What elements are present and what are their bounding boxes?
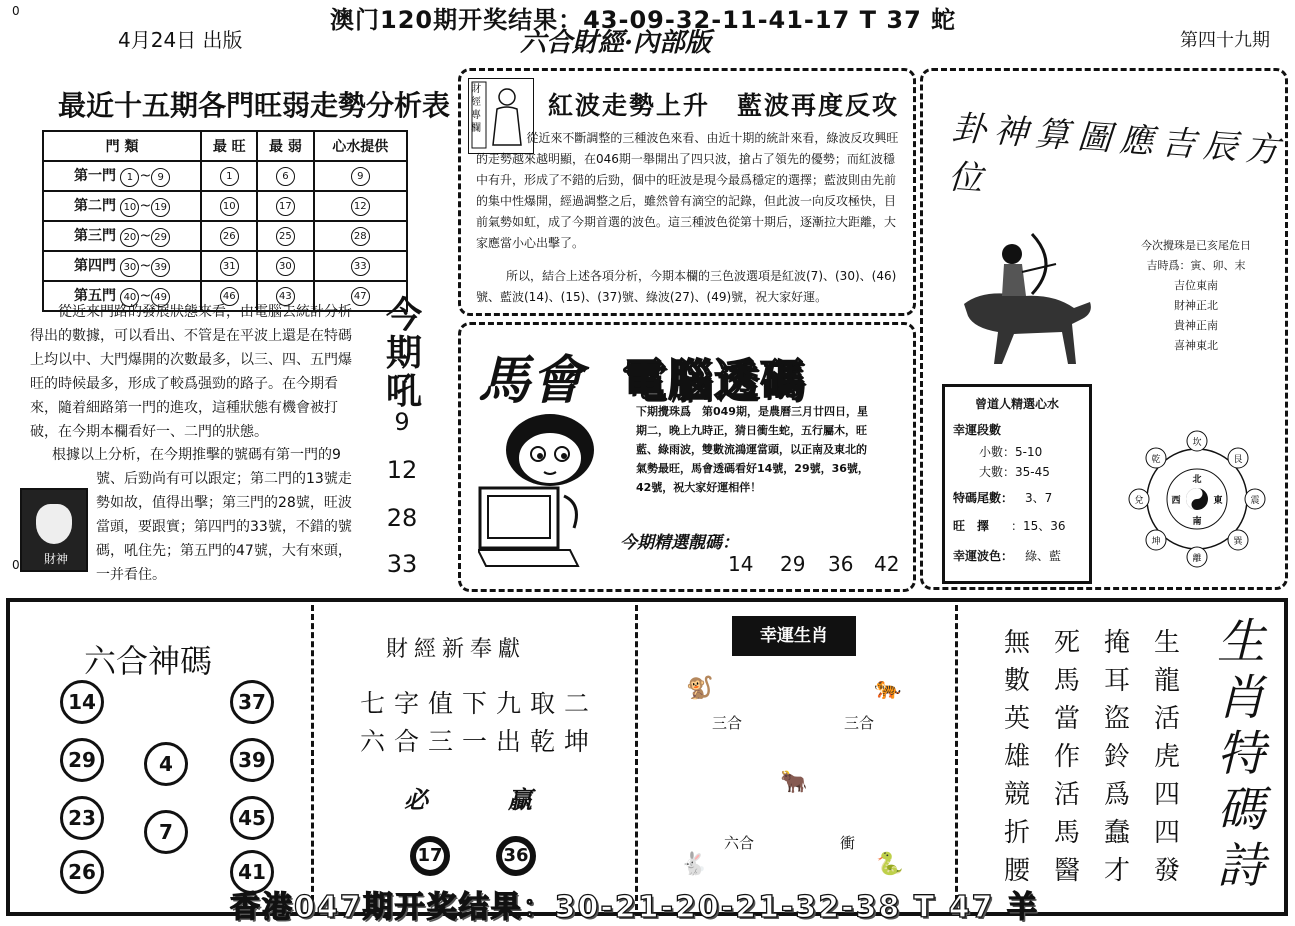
bagua-icon: [1128, 430, 1266, 568]
pick-number: 29: [780, 552, 806, 576]
wealth-god-portrait: [20, 488, 88, 572]
poem-column: 生龍活虎四四發: [1153, 628, 1180, 886]
wave-title: 紅波走勢上升 藍波再度反攻: [548, 91, 900, 120]
archer-icon: [944, 224, 1104, 374]
wheel-direction: 南: [1192, 517, 1202, 527]
wheel-label: 艮: [1233, 454, 1243, 465]
range-end: 19: [151, 198, 170, 217]
lucky-small: 小數：5-10: [979, 445, 1043, 459]
pick-number: 14: [728, 552, 754, 576]
finance-title: 財經新奉獻: [386, 637, 527, 662]
wave-value: 綠、藍: [1025, 549, 1062, 563]
least-cell: [257, 191, 313, 221]
tip-value: 47: [351, 287, 370, 306]
jinqi-number: 12: [386, 456, 418, 484]
direction-list: [1116, 236, 1276, 356]
liuhe-ball: 4: [144, 742, 188, 786]
poem-column: 無數英雄競折腰: [1003, 628, 1030, 886]
liuhe-ball: 41: [230, 850, 274, 894]
tip-value: 9: [351, 167, 370, 186]
tip-cell: [314, 221, 407, 251]
least-value: 6: [276, 167, 295, 186]
liuhe-ball: 14: [60, 680, 104, 724]
liuhe-label: 六合: [724, 834, 755, 852]
jinqi-number: 33: [386, 550, 418, 578]
tip-cell: [314, 251, 407, 281]
wave-text: 從近來不斷調整的三種波色來看、由近十期的統計來看，綠波反攻興旺的走勢越來越明顯，在046期一舉開出了四只波，搶占了領先的優勢；而紅波穩中有升，形成了不錯的后勁，個中的旺波是現今最爲穩定的選擇；藍波則由先前的集中性爆開，經過調整之后，雖然曾有滴空的記錄，但此波一向反攻極快，目前氣勢如虹，成了今期首選的波色。這三種波色從第十期后，逐漸拉大距離，大家應當小心出擊了。: [476, 131, 899, 250]
gate-name: 第三門: [73, 228, 116, 244]
finance-ball: [410, 836, 450, 876]
trend-table-title: 最近十五期各門旺弱走勢分析表: [58, 89, 451, 122]
tiger-icon: 🐅: [874, 676, 902, 701]
range-start: 30: [120, 258, 139, 277]
computer-user-icon: [478, 410, 628, 570]
col-header: 最 弱: [257, 131, 313, 161]
direction-line: 貴神正南: [1174, 319, 1218, 332]
col-header: 門 類: [43, 131, 201, 161]
wave-label: 幸運波色：: [953, 549, 1014, 563]
liuhe-ball: 23: [60, 796, 104, 840]
trend-row: [43, 161, 407, 191]
horse-title: 馬會: [478, 350, 585, 411]
gate-name: 第五門: [73, 288, 116, 304]
lucky-title: 曾道人精選心水: [974, 397, 1059, 411]
trend-table: [42, 130, 408, 312]
lucky-big: 大數：35-45: [979, 465, 1050, 479]
least-value: 25: [276, 227, 295, 246]
sanhe-label-1: 三合: [712, 714, 743, 732]
wave-conclusion-text: 所以，結合上述各項分析，今期本欄的三色波選項是紅波(7)、(30)、(46)號、藍波(14)、(15)、(37)號、綠波(27)、(49)號，祝大家好運。: [476, 269, 897, 304]
least-value: 17: [276, 197, 295, 216]
most-value: 10: [220, 197, 239, 216]
macau-result-banner: 澳门120期开奖结果：43-09-32-11-41-17 T 37 蛇: [330, 6, 957, 34]
range-tilde: ~: [139, 168, 152, 184]
range-end: 29: [151, 228, 170, 247]
gate-name: 第四門: [73, 258, 116, 274]
lucky-picks-box: [942, 384, 1092, 584]
col-header: 心水提供: [314, 131, 407, 161]
gate-cell: [43, 161, 201, 191]
finance-line-1: 七字值下九取二: [360, 689, 599, 718]
gate-name: 第一門: [73, 168, 116, 184]
range-start: 40: [120, 288, 139, 307]
finance-ball: [496, 836, 536, 876]
wang-value: ：15、36: [1011, 519, 1066, 533]
liuhe-ball: 45: [230, 796, 274, 840]
tip-cell: [314, 161, 407, 191]
most-cell: [201, 191, 257, 221]
liuhe-ball: 39: [230, 738, 274, 782]
wheel-label: 震: [1250, 496, 1260, 506]
most-value: 26: [220, 227, 239, 246]
gate-cell: [43, 191, 201, 221]
rabbit-icon: 🐇: [680, 852, 708, 877]
liuhe-ball: 26: [60, 850, 104, 894]
direction-line: 喜神東北: [1174, 339, 1218, 352]
jinqi-number: 9: [394, 408, 410, 436]
cattle-icon: 🐂: [780, 770, 808, 795]
gate-name: 第二門: [73, 198, 116, 214]
wheel-direction: 東: [1213, 496, 1223, 506]
poem-column: 死馬當作活馬醫: [1053, 628, 1080, 886]
liuhe-ball: 37: [230, 680, 274, 724]
range-tilde: ~: [139, 228, 152, 244]
analysis-paragraph-2-lead: 根據以上分析，在今期推擊的號碼有第一門的9: [52, 447, 341, 463]
range-start: 10: [120, 198, 139, 217]
tip-cell: [314, 191, 407, 221]
wheel-label: 離: [1192, 554, 1202, 564]
snake-icon: 🐍: [876, 852, 904, 877]
wave-conclusion: [476, 266, 902, 308]
wheel-direction: 西: [1171, 496, 1181, 506]
portrait-caption: 財神: [43, 552, 68, 566]
direction-line: 吉時爲：寅、卯、末: [1146, 259, 1246, 272]
gate-cell: [43, 221, 201, 251]
range-tilde: ~: [139, 288, 152, 304]
publish-date: 4月24日 出版: [118, 28, 243, 52]
col-header: 最 旺: [201, 131, 257, 161]
tip-value: 28: [351, 227, 370, 246]
least-cell: [257, 251, 313, 281]
poem-big-title: 生肖特碼詩: [1216, 614, 1265, 894]
finance-ball-number: 17: [416, 842, 444, 870]
scroll-caption: 財經專欄: [471, 84, 481, 134]
range-end: 9: [151, 168, 170, 187]
poem-column: 掩耳盜鈴爲蠢才: [1103, 628, 1130, 886]
archer-horse-illustration: [944, 224, 1104, 374]
tail-label: 特碼尾數：: [953, 491, 1014, 505]
most-value: 46: [220, 287, 239, 306]
wheel-direction: 北: [1192, 475, 1202, 485]
portrait-face: [36, 504, 72, 544]
tip-value: 33: [351, 257, 370, 276]
jinqi-number: 28: [386, 504, 418, 532]
analysis-paragraph-1: 從近來門路的發展狀態來看，由電腦去統計分析得出的數據，可以看出、不管是在平波上還是在特碼上均以中、大門爆開的次數最多，以三、四、五門爆旺的時候最多，形成了較爲强勁的路子。在今期看來，隨着細路第一門的進攻，這種狀態有機會被打破，在今期本欄看好一、二門的狀態。: [30, 304, 352, 440]
least-value: 43: [276, 287, 295, 306]
pick-number: 42: [874, 552, 900, 576]
wheel-label: 乾: [1151, 454, 1161, 465]
edition-title: 六合財經·內部版: [520, 28, 712, 58]
fortune-title: 卦神算圖應吉辰方位: [947, 108, 1289, 200]
range-end: 49: [151, 288, 170, 307]
bagua-wheel: [1128, 430, 1266, 568]
most-value: 31: [220, 257, 239, 276]
computer-code-title: 電腦透碼: [622, 355, 806, 406]
direction-line: 今次攪珠是已亥尾危日: [1141, 239, 1251, 252]
least-value: 30: [276, 257, 295, 276]
direction-line: 吉位東南: [1174, 279, 1218, 292]
range-start: 1: [120, 168, 139, 187]
corner-zero: 0: [12, 4, 20, 18]
wheel-label: 兌: [1134, 496, 1144, 506]
trend-row: [43, 191, 407, 221]
tail-value: 3、7: [1025, 491, 1053, 505]
liuhe-title: 六合神碼: [84, 642, 213, 680]
finance-line-2: 六合三一出乾坤: [360, 727, 599, 756]
wheel-label: 巽: [1233, 537, 1243, 548]
wang-label: 旺 擇: [953, 519, 990, 533]
liuhe-ball: 7: [144, 810, 188, 854]
chong-label: 衝: [840, 834, 856, 852]
issue-number: 第四十九期: [1180, 30, 1270, 51]
sanhe-label-2: 三合: [844, 714, 875, 732]
liuhe-ball: 29: [60, 738, 104, 782]
most-cell: [201, 161, 257, 191]
pick-number: 36: [828, 552, 854, 576]
wheel-label: 坎: [1192, 438, 1202, 448]
monkey-icon: 🐒: [686, 676, 714, 701]
most-value: 1: [220, 167, 239, 186]
computer-cartoon: [478, 410, 628, 570]
picks-label: 今期精選靚碼：: [620, 533, 739, 553]
trend-row: [43, 251, 407, 281]
range-end: 39: [151, 258, 170, 277]
least-cell: [257, 221, 313, 251]
most-cell: [201, 221, 257, 251]
finance-ying: 贏: [508, 785, 532, 814]
finance-ball-number: 36: [502, 842, 530, 870]
range-tilde: ~: [139, 198, 152, 214]
lucky-sub: 幸運段數: [953, 423, 1002, 437]
wheel-label: 坤: [1151, 537, 1161, 548]
hongkong-result-banner: 香港047期开奖结果：30-21-20-21-32-38 T 47 羊: [230, 890, 1039, 925]
finance-bi: 必: [404, 785, 428, 814]
range-start: 20: [120, 228, 139, 247]
trend-row: [43, 221, 407, 251]
analysis-paragraph-2-rest: 號、后勁尚有可以跟定；第二門的13號走勢如故，值得出擊；第三門的28號，旺波當頭，要跟實；第四門的33號，不錯的號碼，吼住先；第五門的47號，大有來頭，一并看住。: [96, 471, 352, 583]
direction-line: 財神正北: [1174, 299, 1218, 312]
range-tilde: ~: [139, 258, 152, 274]
horse-text: 下期攪珠爲 第049期，是農曆三月廿四日，星期二，晚上九時正，猜日衝生蛇，五行屬木，旺藍、綠雨波，雙數流鴻運當頭，以正南及東北的氣勢最旺，馬會透碼看好14號，29號，36號，42號，祝大家好運相伴！: [636, 405, 869, 494]
gate-cell: [43, 251, 201, 281]
side-zero: 0: [12, 558, 20, 572]
tip-value: 12: [351, 197, 370, 216]
least-cell: [257, 161, 313, 191]
most-cell: [201, 251, 257, 281]
zodiac-header: 幸運生肖: [732, 616, 856, 656]
jinqi-title: 今期吼: [385, 294, 422, 412]
